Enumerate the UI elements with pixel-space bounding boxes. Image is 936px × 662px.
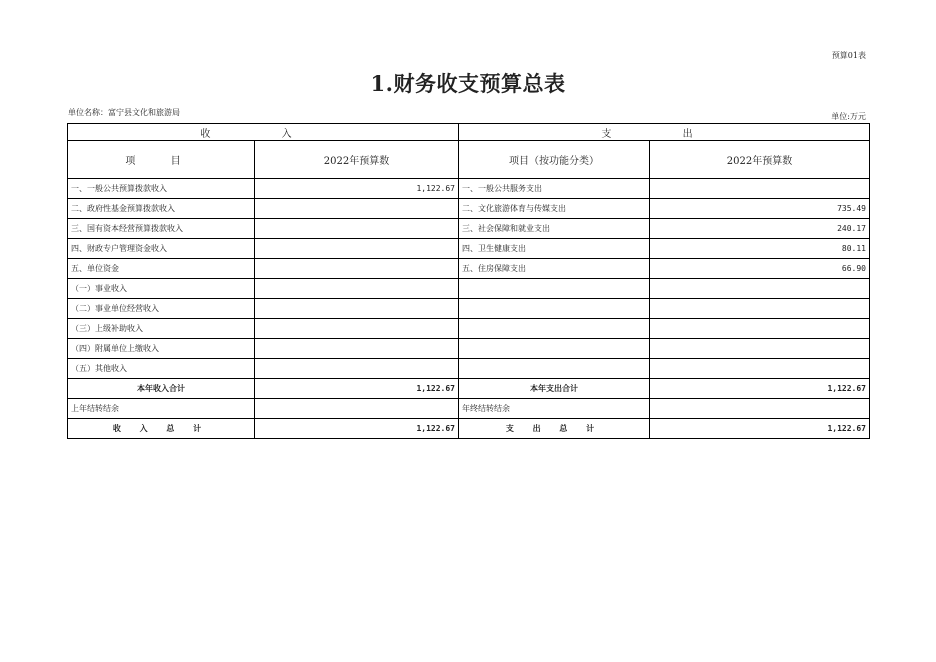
income-item-cell: 三、国有资本经营预算拨款收入 xyxy=(68,219,255,239)
income-value-cell xyxy=(255,199,459,219)
expense-value-cell: 80.11 xyxy=(650,239,870,259)
income-grand-total-value: 1,122.67 xyxy=(255,419,459,439)
income-item-cell: （三）上级补助收入 xyxy=(68,319,255,339)
expense-item-cell: 三、社会保障和就业支出 xyxy=(459,219,650,239)
expense-value-cell: 240.17 xyxy=(650,219,870,239)
expense-value-cell xyxy=(650,179,870,199)
expense-value-cell xyxy=(650,359,870,379)
income-carryover-value xyxy=(255,399,459,419)
page-title: 1.财务收支预算总表 xyxy=(370,71,566,96)
table-row xyxy=(68,279,870,299)
expense-year-total-label: 本年支出合计 xyxy=(459,379,650,399)
expense-value-cell: 66.90 xyxy=(650,259,870,279)
income-item-cell: 四、财政专户管理资金收入 xyxy=(68,239,255,259)
expense-section-header: 支 出 xyxy=(459,124,870,141)
expense-item-cell xyxy=(459,279,650,299)
year-total-row xyxy=(68,379,870,399)
expense-year-total-value: 1,122.67 xyxy=(650,379,870,399)
income-item-header: 项 目 xyxy=(68,141,255,179)
table-row xyxy=(68,239,870,259)
grand-total-row xyxy=(68,419,870,439)
income-item-cell: （四）附属单位上缴收入 xyxy=(68,339,255,359)
table-row xyxy=(68,219,870,239)
expense-grand-total-label: 支 出 总 计 xyxy=(459,419,650,439)
income-item-cell: （五）其他收入 xyxy=(68,359,255,379)
expense-item-cell xyxy=(459,339,650,359)
expense-item-cell xyxy=(459,359,650,379)
expense-value-cell xyxy=(650,279,870,299)
income-item-cell: （二）事业单位经营收入 xyxy=(68,299,255,319)
expense-item-cell xyxy=(459,319,650,339)
income-section-header: 收 入 xyxy=(68,124,459,141)
expense-item-cell: 一、一般公共服务支出 xyxy=(459,179,650,199)
budget-summary-table xyxy=(67,123,870,439)
expense-value-cell xyxy=(650,299,870,319)
expense-item-header: 项目（按功能分类） xyxy=(459,141,650,179)
currency-unit: 单位:万元 xyxy=(831,112,866,121)
column-header-row xyxy=(68,141,870,179)
expense-grand-total-value: 1,122.67 xyxy=(650,419,870,439)
table-row xyxy=(68,359,870,379)
expense-budget-header: 2022年预算数 xyxy=(650,141,870,179)
income-item-cell: 二、政府性基金预算拨款收入 xyxy=(68,199,255,219)
expense-item-cell: 二、文化旅游体育与传媒支出 xyxy=(459,199,650,219)
income-item-cell: 一、一般公共预算拨款收入 xyxy=(68,179,255,199)
income-value-cell xyxy=(255,359,459,379)
income-value-cell: 1,122.67 xyxy=(255,179,459,199)
income-item-cell: 五、单位资金 xyxy=(68,259,255,279)
income-year-total-value: 1,122.67 xyxy=(255,379,459,399)
income-value-cell xyxy=(255,259,459,279)
income-value-cell xyxy=(255,339,459,359)
expense-item-cell xyxy=(459,299,650,319)
income-grand-total-label: 收 入 总 计 xyxy=(68,419,255,439)
table-row xyxy=(68,179,870,199)
carryover-row xyxy=(68,399,870,419)
expense-value-cell xyxy=(650,339,870,359)
expense-value-cell xyxy=(650,319,870,339)
income-value-cell xyxy=(255,239,459,259)
income-year-total-label: 本年收入合计 xyxy=(68,379,255,399)
form-number: 预算01表 xyxy=(831,51,866,60)
expense-carryover-value xyxy=(650,399,870,419)
expense-carryover-label: 年终结转结余 xyxy=(459,399,650,419)
income-carryover-label: 上年结转结余 xyxy=(68,399,255,419)
income-value-cell xyxy=(255,279,459,299)
expense-value-cell: 735.49 xyxy=(650,199,870,219)
income-budget-header: 2022年预算数 xyxy=(255,141,459,179)
table-row xyxy=(68,299,870,319)
table-row xyxy=(68,319,870,339)
unit-name: 单位名称：富宁县文化和旅游局 xyxy=(68,108,180,117)
income-item-cell: （一）事业收入 xyxy=(68,279,255,299)
income-value-cell xyxy=(255,219,459,239)
table-row xyxy=(68,339,870,359)
expense-item-cell: 五、住房保障支出 xyxy=(459,259,650,279)
income-value-cell xyxy=(255,319,459,339)
table-row xyxy=(68,259,870,279)
income-value-cell xyxy=(255,299,459,319)
table-row xyxy=(68,199,870,219)
section-header-row xyxy=(68,124,870,141)
expense-item-cell: 四、卫生健康支出 xyxy=(459,239,650,259)
